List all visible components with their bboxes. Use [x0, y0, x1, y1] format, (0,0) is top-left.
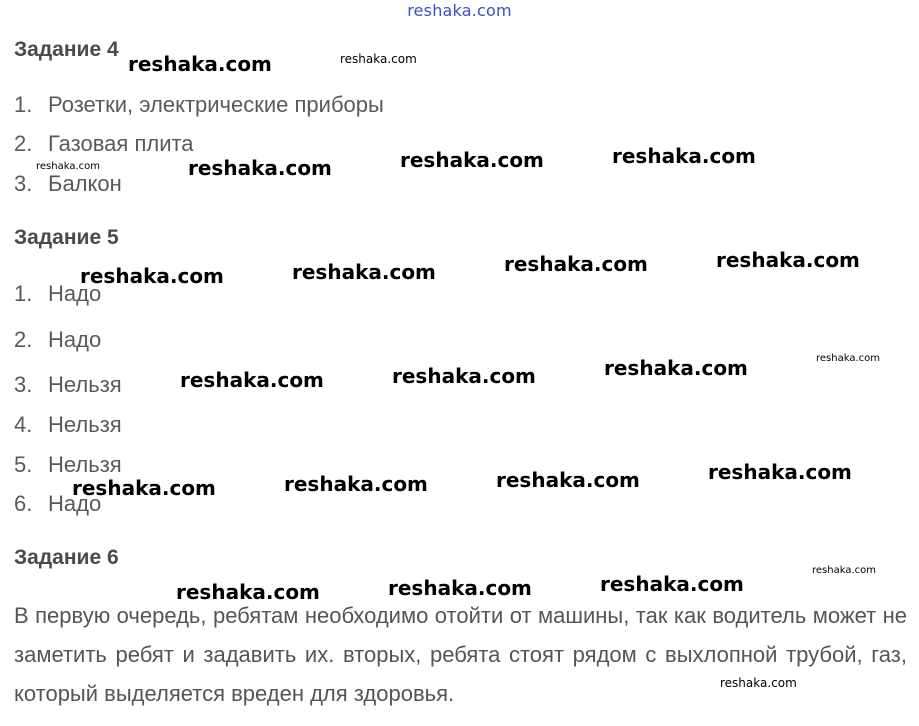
watermark: reshaka.com	[292, 260, 436, 284]
watermark: reshaka.com	[388, 576, 532, 600]
watermark: reshaka.com	[80, 264, 224, 288]
watermark: reshaka.com	[496, 468, 640, 492]
task-5-item-6: 6. Надо	[14, 491, 102, 516]
task-4-item-2: 2. Газовая плита	[14, 131, 194, 156]
watermark: reshaka.com	[716, 248, 860, 272]
task-5-item-1: 1. Надо	[14, 281, 102, 306]
watermark: reshaka.com	[708, 460, 852, 484]
task-4-item-1: 1. Розетки, электрические приборы	[14, 92, 384, 117]
watermark: reshaka.com	[128, 52, 272, 76]
site-header-link[interactable]: reshaka.com	[407, 1, 512, 20]
watermark: reshaka.com	[36, 161, 100, 172]
watermark: reshaka.com	[400, 148, 544, 172]
task-5-heading: Задание 5	[14, 226, 119, 249]
task-6-answer-text: В первую очередь, ребятам необходимо отойти от машины, так как водитель может не заметить ребят и задавить их. вторых, ребята стоят рядом с выхлопной трубой, газ, который выделяется вреден для здоровья.	[14, 603, 907, 706]
watermark: reshaka.com	[188, 156, 332, 180]
watermark: reshaka.com	[180, 368, 324, 392]
task-5-item-3: 3. Нельзя	[14, 372, 122, 397]
watermark: reshaka.com	[284, 472, 428, 496]
task-5-item-2: 2. Надо	[14, 327, 102, 352]
task-6-heading: Задание 6	[14, 546, 119, 569]
watermark: reshaka.com	[340, 52, 417, 66]
watermark: reshaka.com	[720, 676, 797, 690]
watermark: reshaka.com	[176, 580, 320, 604]
watermark: reshaka.com	[504, 252, 648, 276]
watermark: reshaka.com	[816, 353, 880, 364]
task-5-item-5: 5. Нельзя	[14, 452, 122, 477]
watermark: reshaka.com	[72, 476, 216, 500]
task-4-heading: Задание 4	[14, 38, 119, 61]
watermark: reshaka.com	[612, 144, 756, 168]
watermark: reshaka.com	[604, 356, 748, 380]
watermark: reshaka.com	[812, 565, 876, 576]
task-5-item-4: 4. Нельзя	[14, 412, 122, 437]
watermark: reshaka.com	[600, 572, 744, 596]
watermark: reshaka.com	[392, 364, 536, 388]
task-4-item-3: 3. Балкон	[14, 171, 122, 196]
